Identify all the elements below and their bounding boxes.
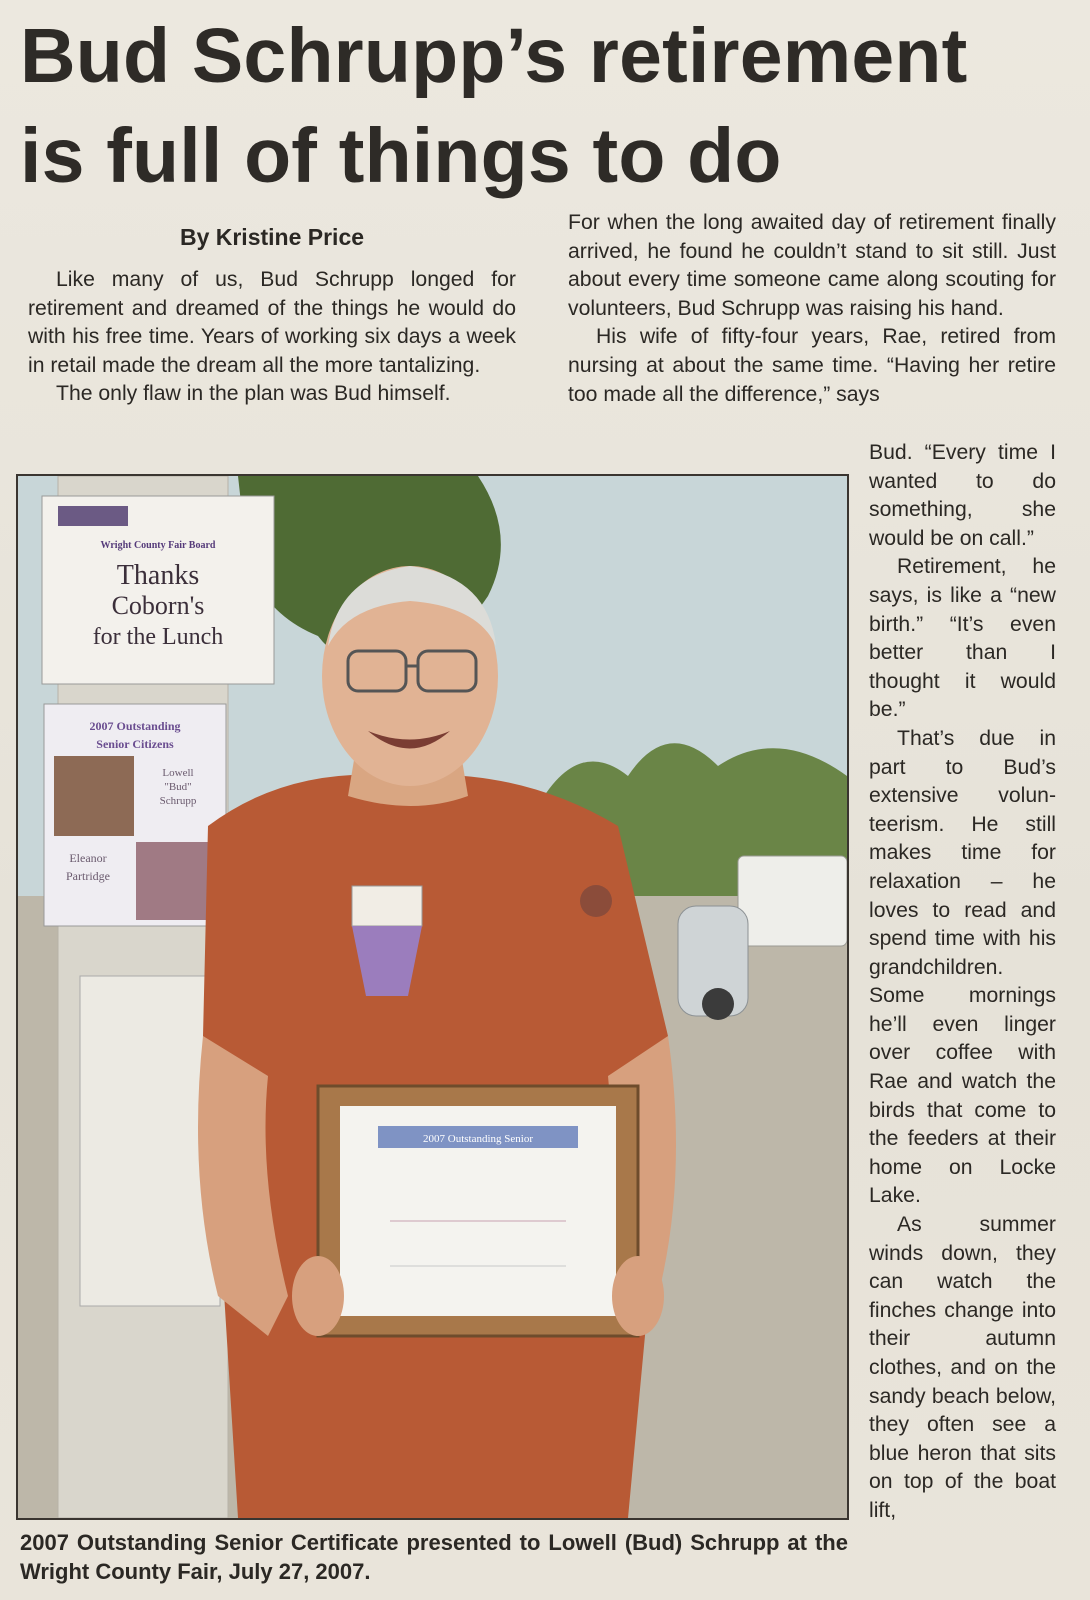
sign-line-4: for the Lunch [92, 624, 224, 650]
sign-name-1: Lowell [162, 767, 194, 779]
portrait-1 [54, 756, 134, 836]
paragraph: Like many of us, Bud Schrupp longed for retirement and dreamed of the things he would do with his free time. Years of working six days a week in retail made the dream all the more tantalizing. [28, 268, 516, 377]
article-column-1 [28, 266, 516, 409]
headline-line-2: is full of things to do [20, 113, 782, 199]
byline: By Kristine Price [179, 224, 365, 250]
photo-caption: 2007 Outstanding Senior Certificate presented to Lowell (Bud) Schrupp at the Wright County Fair, July 27, 2007. [20, 1530, 848, 1584]
sign-name-2: "Bud" [164, 781, 192, 793]
photo [16, 474, 849, 1520]
sign-title-2: Senior Citizens [96, 737, 174, 751]
photo-illustration [18, 476, 847, 1518]
headline [20, 6, 1086, 206]
article-column-2 [568, 209, 1056, 409]
sign-name-5: Partridge [66, 869, 110, 883]
sign-line-3: Coborn's [111, 591, 205, 620]
certificate-title: 2007 Outstanding Senior [423, 1133, 533, 1145]
paragraph: For when the long awaited day of retirement finally arrived, he found he couldn’t stand to sit still. Just about every time someone came along scouting for volunteers, Bud Schrupp was raising his hand. [568, 211, 1056, 320]
sign-line-1: Wright County Fair Board [100, 540, 216, 551]
paragraph: Bud. “Every time I wanted to do something, she would be on call.” [869, 441, 1056, 550]
sign-name-3: Schrupp [159, 795, 197, 807]
sign-senior-citizens [44, 704, 226, 926]
sign-thanks [42, 496, 274, 684]
sign-name-4: Eleanor [69, 851, 107, 865]
sign-title-1: 2007 Outstanding [89, 719, 181, 733]
paragraph: As summer winds down, they can watch the finches change into their autumn clothes, and on the sandy beach below, they often see a blue heron that sits on top of the boat lift, [869, 1213, 1056, 1522]
paragraph: The only flaw in the plan was Bud himself. [56, 382, 451, 406]
portrait-2 [136, 842, 216, 920]
paragraph: Retirement, he says, is like a “new birth.” “It’s even better than I thought it would be.” [869, 555, 1056, 722]
paragraph: That’s due in part to Bud’s extensive volunteerism. He still makes time for relaxation – he loves to read and spend time with his grandchildren. Some mornings he’ll even linger over coffee with Rae and watch the birds that come to the feeders at their home on Locke Lake. [869, 726, 1056, 1208]
sign-line-2: Thanks [116, 560, 200, 591]
certificate [292, 1086, 664, 1336]
paragraph: His wife of fifty-four years, Rae, retired from nursing at about the same time. “Having her retire too made all the difference,” says [568, 325, 1056, 406]
article-column-3 [869, 439, 1056, 1526]
trailer [738, 856, 847, 946]
headline-line-1: Bud Schrupp’s retirement [20, 13, 968, 99]
